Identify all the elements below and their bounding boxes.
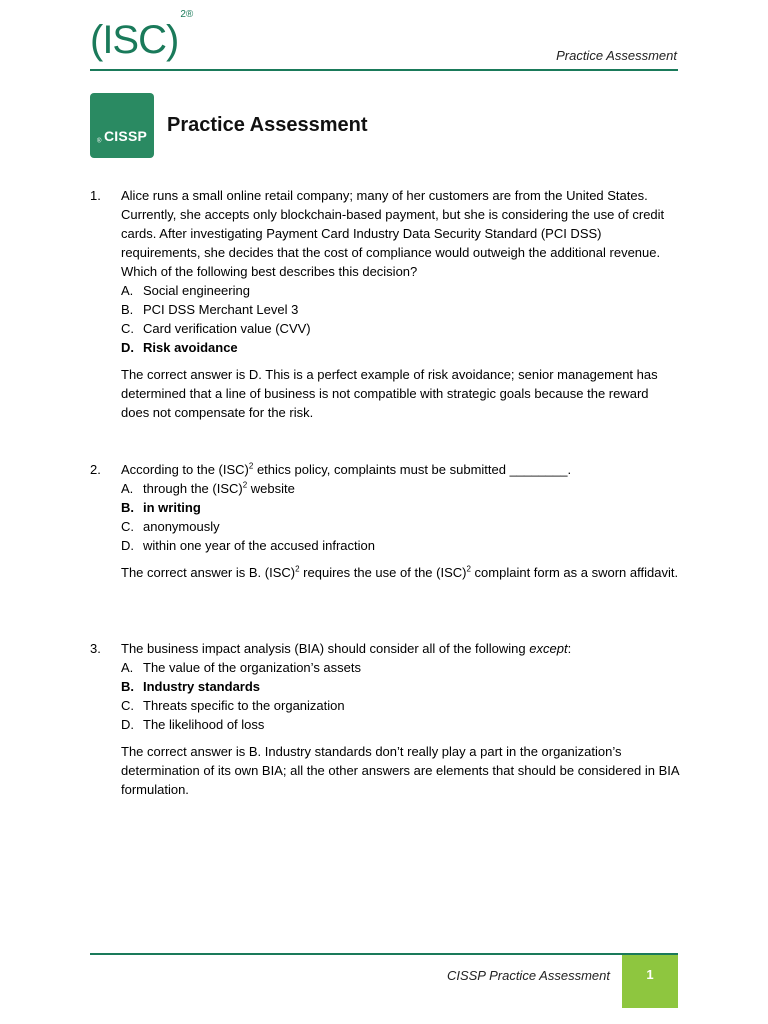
question-1 [90,186,680,422]
question-text: The business impact analysis (BIA) should consider all of the following except: [121,641,572,656]
option-c: C. Threats specific to the organization [121,698,345,713]
question-number: 2. [90,462,101,477]
question-2 [90,460,680,582]
option-b-correct: B. in writing [121,500,201,515]
question-text: According to the (ISC)$^2$ ethics policy, complaints must be submitted ________. [121,461,572,477]
footer-title: CISSP Practice Assessment [446,968,610,983]
option-c: C. anonymously [121,519,220,534]
answer-explanation: The correct answer is D. This is a perfect example of risk avoidance; senior management has determined that a line of business is not compatible with strategic goals because the reward does not compensate for the risk. [121,367,658,420]
header-title: Practice Assessment [556,48,677,63]
header-divider [90,69,678,71]
option-c: C. Card verification value (CVV) [121,321,311,336]
option-b-correct: B. Industry standards [121,679,261,694]
question-number: 1. [90,188,101,203]
footer-divider [90,953,678,955]
options-list [121,658,680,734]
question-number: 3. [90,641,101,656]
isc2-logo: (ISC)$^{2®}$ [90,8,194,62]
answer-explanation: The correct answer is B. Industry standards don’t really play a part in the organization’s determination of its own BIA; all the other answers are elements that should be considered in BIA formulation. [121,744,679,797]
page-number: 1 [622,955,678,1008]
option-b: B. PCI DSS Merchant Level 3 [121,302,299,317]
option-a: A. Social engineering [121,283,250,298]
options-list [121,479,680,555]
option-a: A. The value of the organization’s assets [121,660,362,675]
option-d: D. within one year of the accused infraction [121,538,375,553]
question-3 [90,639,680,799]
question-text: Alice runs a small online retail company; many of her customers are from the United States. Currently, she accepts only blockchain-based payment, but she is considering the use of credit cards. After investigating Payment Card Industry Data Security Standard (PCI DSS) requirements, she decides that the cost of compliance would outweigh the additional revenue. Which of the following best describes this decision? [121,188,665,279]
answer-explanation: The correct answer is B. (ISC)$^2$ requires the use of the (ISC)$^2$ complaint form as a sworn affidavit. [121,564,679,580]
option-a: A. through the (ISC)$^2$ website [121,480,295,496]
cissp-badge: CISSP ® [90,93,154,158]
option-d-correct: D. Risk avoidance [121,340,238,355]
options-list [121,281,680,357]
page-title: Practice Assessment [167,114,368,136]
option-d: D. The likelihood of loss [121,717,265,732]
